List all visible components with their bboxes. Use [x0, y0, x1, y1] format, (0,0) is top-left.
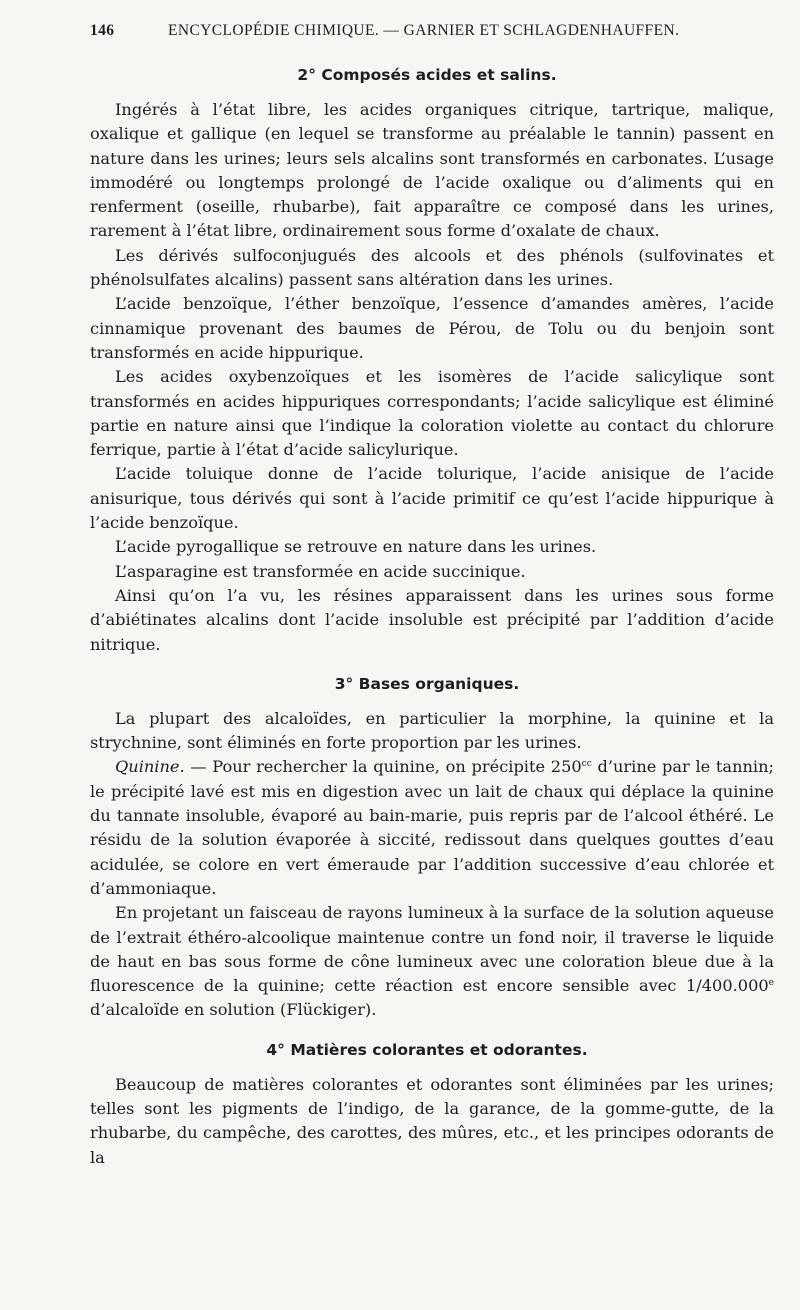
paragraph: Les acides oxybenzoïques et les isomères de l’acide salicylique sont transformés en acides hippuriques correspondants; l’acide salicylique est éliminé partie en nature ainsi que l’indique la coloration violette au contact du chlorure ferrique, partie à l’état d’acide salicylurique.	[90, 367, 774, 460]
paragraph: Ainsi qu’on l’a vu, les résines apparaissent dans les urines sous forme d’abiétinates alcalins dont l’acide insoluble est précipité par l’addition d’acide nitrique.	[90, 585, 774, 654]
paragraph: La plupart des alcaloïdes, en particulier la morphine, la quinine et la strychnine, sont éliminés en forte proportion par les urines.	[90, 708, 774, 753]
quinine-text-part1: — Pour rechercher la quinine, on précipite 250	[184, 757, 582, 777]
running-title: ENCYCLOPÉDIE CHIMIQUE. — GARNIER ET SCHLAGDENHAUFFEN.	[168, 22, 680, 39]
superscript-cc: cc	[581, 759, 592, 770]
superscript-e: e	[768, 978, 774, 989]
paragraph: Les dérivés sulfoconjugués des alcools et des phénols (sulfovinates et phénolsulfates alcalins) passent sans altération dans les urines.	[90, 245, 774, 290]
quinine-text-part2: d’urine par le tannin; le précipité lavé est mis en digestion avec un lait de chaux qui déplace la quinine du tannate insoluble, évaporé au bain-marie, puis repris par de l’alcool éthéré. Le résidu de la solution évaporée à siccité, redissout dans quelques gouttes d’eau acidulée, se colore en vert émeraude par l’addition successive d’eau chlorée et d’ammoniaque.	[90, 757, 774, 898]
paragraph: L’asparagine est transformée en acide succinique.	[115, 561, 526, 581]
paragraph: Ingérés à l’état libre, les acides organiques citrique, tartrique, malique, oxalique et gallique (en lequel se transforme au préalable le tannin) passent en nature dans les urines; leurs sels alcalins sont transformés en carbonates. L’usage immodéré ou longtemps prolongé de l’acide oxalique ou d’aliments qui en renferment (oseille, rhubarbe), fait apparaître ce composé dans les urines, rarement à l’état libre, ordinairement sous forme d’oxalate de chaux.	[90, 100, 774, 241]
fluorescence-text-part2: d’alcaloïde en solution (Flückiger).	[90, 1000, 377, 1020]
section-heading-bases-organiques: 3° Bases organiques.	[334, 674, 520, 693]
paragraph: L’acide benzoïque, l’éther benzoïque, l’essence d’amandes amères, l’acide cinnamique provenant des baumes de Pérou, de Tolu ou du benjoin sont transformés en acide hippurique.	[90, 294, 774, 362]
running-header	[90, 22, 774, 52]
paragraph: L’acide pyrogallique se retrouve en nature dans les urines.	[115, 537, 597, 557]
quinine-label: Quinine.	[115, 757, 185, 777]
paragraph-quinine	[90, 755, 774, 901]
section-heading-matieres-colorantes: 4° Matières colorantes et odorantes.	[266, 1040, 588, 1059]
fluorescence-text-part1: En projetant un faisceau de rayons lumineux à la surface de la solution aqueuse de l’extrait éthéro-alcoolique maintenue contre un fond noir, il traverse le liquide de haut en bas sous forme de cône lumineux avec une coloration bleue due à la fluorescence de la quinine; cette réaction est encore sensible avec 1/400.000	[90, 903, 774, 996]
paragraph: L’acide toluique donne de l’acide tolurique, l’acide anisique de l’acide anisurique, tous dérivés qui sont à l’acide primitif ce qu’est l’acide hippurique à l’acide benzoïque.	[90, 464, 774, 533]
page-number: 146	[90, 22, 115, 39]
section-heading-acides-salins: 2° Composés acides et salins.	[297, 66, 557, 84]
paragraph-fluorescence	[90, 901, 774, 1022]
paragraph: Beaucoup de matières colorantes et odorantes sont éliminées par les urines; telles sont les pigments de l’indigo, de la garance, de la gomme-gutte, de la rhubarbe, du campêche, des carottes, des mûres, etc., et les principes odorants de la	[90, 1074, 774, 1167]
